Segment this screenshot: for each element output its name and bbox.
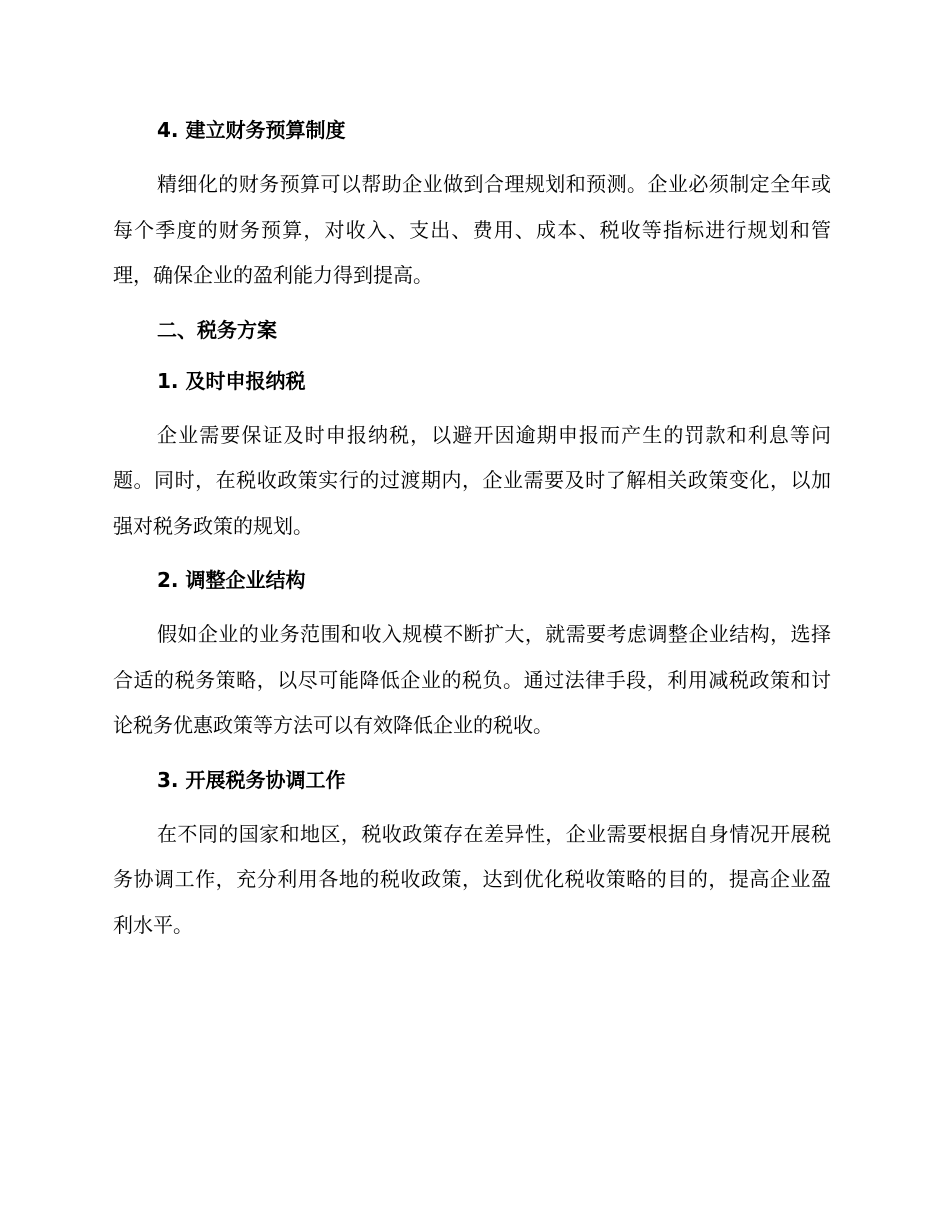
chapter-heading-tax-plan: 二、税务方案: [157, 317, 277, 342]
section-paragraph-tax-coordination: 在不同的国家和地区，税收政策存在差异性，企业需要根据自身情况开展税务协调工作，充分利用各地的税收政策，达到优化税收策略的目的，提高企业盈利水平。: [113, 821, 831, 937]
section-paragraph-timely-filing: 企业需要保证及时申报纳税，以避开因逾期申报而产生的罚款和利息等问题。同时，在税收政策实行的过渡期内，企业需要及时了解相关政策变化，以加强对税务政策的规划。: [113, 422, 831, 538]
section-heading-tax-coordination: 3. 开展税务协调工作: [157, 767, 346, 792]
section-heading-budget-system: 4. 建立财务预算制度: [157, 118, 346, 142]
section-heading-adjust-structure: 2. 调整企业结构: [157, 568, 306, 592]
section-paragraph-budget-system: 精细化的财务预算可以帮助企业做到合理规划和预测。企业必须制定全年或每个季度的财务预算，对收入、支出、费用、成本、税收等指标进行规划和管理，确保企业的盈利能力得到提高。: [113, 172, 831, 287]
document-body: [113, 110, 831, 948]
section-paragraph-adjust-structure: 假如企业的业务范围和收入规模不断扩大，就需要考虑调整企业结构，选择合适的税务策略，以尽可能降低企业的税负。通过法律手段，利用减税政策和讨论税务优惠政策等方法可以有效降低企业的税收。: [113, 622, 831, 737]
section-heading-timely-filing: 1. 及时申报纳税: [157, 368, 306, 393]
